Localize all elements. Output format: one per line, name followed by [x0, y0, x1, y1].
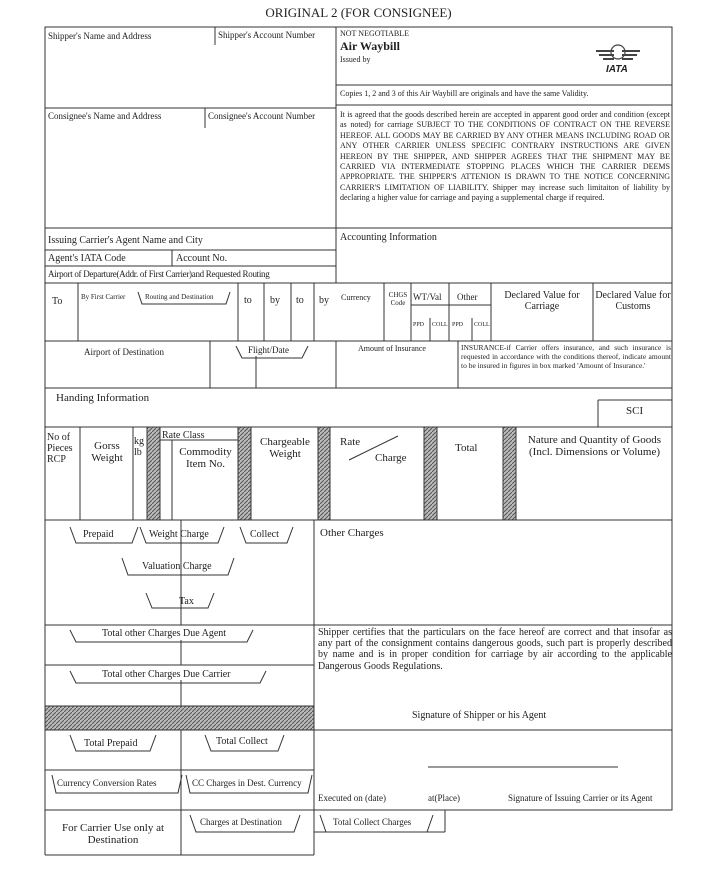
rate-class-label: Rate Class — [162, 430, 205, 441]
ppd-label-1: PPD — [413, 322, 425, 328]
consignee-account-label: Consignee's Account Number — [208, 111, 316, 121]
commodity-item-label: Commodity Item No. — [179, 446, 232, 471]
routing-destination-label: Routing and Destination — [145, 293, 214, 301]
account-no-label: Account No. — [176, 253, 228, 264]
prepaid-label: Prepaid — [83, 529, 114, 540]
handling-info-label: Handing Information — [56, 392, 150, 404]
other-label: Other — [457, 292, 478, 302]
airport-destination-label: Airport of Destination — [84, 347, 164, 357]
certification-text: Shipper certifies that the particulars on the face hereof are correct and that insofar as any part of the consignment contains dangerous goods, such part is properly described by name and is in proper condition for carriage by air according to the applicable Dangerous Goods Regulations. — [318, 627, 672, 672]
shipper-account-label: Shipper's Account Number — [218, 30, 316, 40]
at-place-label: at(Place) — [428, 793, 460, 803]
routing-to-label: To — [52, 296, 63, 307]
total-collect-charges-label: Total Collect Charges — [333, 817, 412, 827]
rate-label: Rate — [340, 436, 361, 448]
shipper-name-label: Shipper's Name and Address — [48, 31, 152, 41]
total-other-carrier-label: Total other Charges Due Carrier — [102, 669, 231, 680]
collect-label: Collect — [250, 529, 279, 540]
by-first-carrier-label: By First Carrier — [81, 293, 126, 301]
chargeable-weight-label: Chargeable Weight — [260, 436, 310, 461]
declared-value-carriage-label: Declared Value for Carriage — [504, 290, 580, 312]
copies-note: Copies 1, 2 and 3 of this Air Waybill are originals and have the same Validity. — [340, 89, 589, 98]
total-other-agent-label: Total other Charges Due Agent — [102, 628, 227, 639]
coll-label-1: COLL — [432, 322, 448, 328]
currency-label: Currency — [341, 293, 371, 302]
flight-date-label: Flight/Date — [248, 345, 289, 355]
executed-on-label: Executed on (date) — [318, 793, 386, 803]
agent-name-city-label: Issuing Carrier's Agent Name and City — [48, 235, 203, 246]
page-title: ORIGINAL 2 (FOR CONSIGNEE) — [265, 5, 452, 20]
weight-charge-label: Weight Charge — [149, 529, 209, 540]
no-pieces-label: No of Pieces RCP — [47, 432, 73, 465]
currency-conversion-label: Currency Conversion Rates — [57, 778, 157, 788]
total-collect-label: Total Collect — [216, 736, 268, 747]
conditions-text: It is agreed that the goods described herein are accepted in apparent good order and condition (except as noted) for carriage SUBJECT TO THE CONDITIONS OF CONTRACT ON THE REVERSE HEREOF. ALL GOODS MAY BE CARRIED BY ANY OTHER MEANS INCLUDING ROAD OR ANY OTHER CARRIER UNLESS SPECIFIC CONTRARY INSTRUCTIONS ARE GIVEN HEREON BY THE SHIPPER, AND SHIPPER AGREES THAT THE SHIPMENT MAY BE CARRIED VIA INTERMEDIATE STOPPING PLACES WHICH THE CARRIER DEEMS APPROPRIATE. THE SHIPPER'S ATTENION IS DRAWN TO THE NOTICE CONCERNING CARRIER'S LIMITATION OF LIABILITY. Shipper may increase such limitaiton of liability by declaring a higher value for carriage and paying a supplemental charge if required. — [340, 110, 670, 203]
total-label: Total — [455, 442, 478, 454]
kg-lb-label: kg lb — [134, 436, 144, 458]
other-charges-label: Other Charges — [320, 527, 384, 539]
insurance-note: INSURANCE-if Carrier offers insurance, and such insurance is requested in accordance with the conditions thereof, indicate amount to be insured in figures in box marked 'Amount of Insurance.' — [461, 343, 671, 371]
tax-label: Tax — [179, 596, 194, 607]
shipper-signature-label: Signature of Shipper or his Agent — [412, 710, 547, 721]
cc-charges-label: CC Charges in Dest. Currency — [192, 778, 302, 788]
declared-value-customs-label: Declared Value for Customs — [595, 290, 671, 312]
charges-at-destination-label: Charges at Destination — [200, 817, 282, 827]
coll-label-2: COLL — [474, 322, 490, 328]
issued-by-label: Issued by — [340, 55, 371, 64]
routing-to2-label: to — [244, 295, 252, 306]
chgs-code-label: CHGS Code — [388, 291, 408, 307]
sci-label: SCI — [626, 405, 644, 417]
charge-label: Charge — [375, 452, 407, 464]
wt-val-label: WT/Val — [413, 292, 442, 302]
routing-by2-label: by — [270, 295, 280, 306]
iata-logo-text: IATA — [606, 64, 628, 75]
carrier-signature-label: Signature of Issuing Carrier or its Agent — [508, 793, 653, 803]
gross-weight-label: Gorss Weight — [91, 440, 123, 465]
ppd-label-2: PPD — [452, 322, 464, 328]
amount-insurance-label: Amount of Insurance — [358, 344, 426, 353]
carrier-use-label: For Carrier Use only at Destination — [61, 822, 165, 847]
routing-by3-label: by — [319, 295, 329, 306]
accounting-info-label: Accounting Information — [340, 232, 437, 243]
iata-logo-icon — [596, 45, 640, 60]
valuation-charge-label: Valuation Charge — [142, 561, 212, 572]
not-negotiable-label: NOT NEGOTIABLE — [340, 29, 409, 38]
routing-to3-label: to — [296, 295, 304, 306]
departure-label: Airport of Departure(Addr. of First Carrier)and Requested Routing — [48, 269, 270, 279]
nature-goods-label: Nature and Quantity of Goods (Incl. Dimensions or Volume) — [527, 434, 662, 459]
agent-iata-code-label: Agent's IATA Code — [48, 253, 126, 264]
air-waybill-title: Air Waybill — [340, 39, 400, 53]
total-prepaid-label: Total Prepaid — [84, 738, 138, 749]
consignee-name-label: Consignee's Name and Address — [48, 111, 162, 121]
